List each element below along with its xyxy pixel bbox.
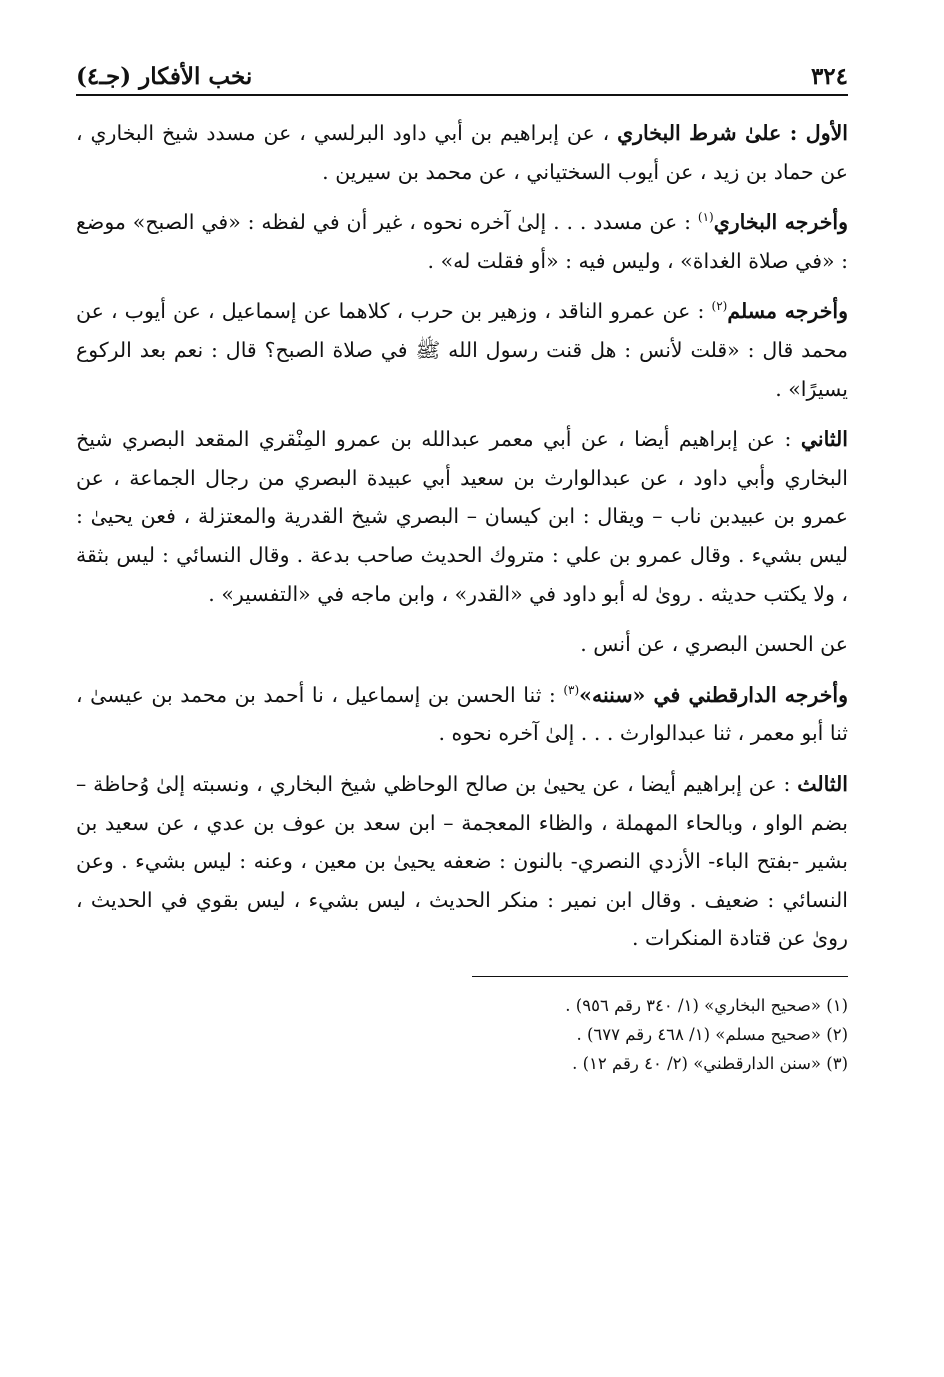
page-header: [76, 50, 848, 92]
footnote-2: (٢) «صحيح مسلم» (١/ ٤٦٨ رقم ٦٧٧) .: [576, 1024, 848, 1044]
footnote-separator: [472, 976, 848, 977]
paragraph-lead: الأول : علىٰ شرط البخاري: [617, 121, 848, 145]
footnote-marker: (١): [697, 210, 714, 225]
paragraph-first-chain: [76, 114, 848, 191]
paragraph-text: عن الحسن البصري ، عن أنس .: [580, 632, 848, 657]
paragraph-lead: الثاني: [800, 427, 848, 452]
book-page: [76, 50, 848, 1078]
paragraph-muslim: [76, 292, 848, 408]
page-body: [76, 114, 848, 958]
footnote-marker: (٣): [563, 682, 580, 697]
paragraph-text: ، عن إبراهيم بن أبي داود البرلسي ، عن مسدد شيخ البخاري ، عن حماد بن زيد ، عن أيوب السختياني ، عن محمد بن سيرين .: [76, 121, 848, 184]
footnote-1: (١) «صحيح البخاري» (١/ ٣٤٠ رقم ٩٥٦) .: [565, 995, 848, 1015]
footnotes: [76, 991, 848, 1078]
page-number: ٣٢٤: [810, 63, 848, 90]
paragraph-text: : عن عمرو الناقد ، وزهير بن حرب ، كلاهما عن إسماعيل ، عن أيوب ، عن محمد قال : «قلت لأنس : هل قنت رسول الله ﷺ في صلاة الصبح؟ قال : نعم بعد الركوع يسيرًا» .: [76, 299, 848, 401]
header-rule: [76, 94, 848, 96]
paragraph-hasan-anas: [76, 625, 848, 664]
footnote-marker: (٢): [711, 299, 728, 314]
paragraph-bukhari: [76, 203, 848, 280]
paragraph-text: : عن إبراهيم أيضا ، عن يحيىٰ بن صالح الوحاظي شيخ البخاري ، ونسبته إلىٰ وُحاظة – بضم الواو ، وبالحاء المهملة ، والظاء المعجمة – ابن سعد بن عوف بن عدي ، عن سعيد بن بشير -بفتح الباء- الأزدي النصري- بالنون : ضعفه يحيىٰ بن معين ، وعنه : ليس بشيء . وعن النسائي : ضعيف . وقال ابن نمير : منكر الحديث ، ليس بشيء ، ليس بقوي في الحديث ، روىٰ عن قتادة المنكرات .: [76, 771, 848, 951]
paragraph-lead: وأخرجه مسلم: [727, 299, 849, 324]
paragraph-text: : عن مسدد . . . إلىٰ آخره نحوه ، غير أن في لفظه : «في الصبح» موضع : «في صلاة الغداة» ، وليس فيه : «أو فقلت له» .: [76, 210, 848, 273]
paragraph-second-chain: [76, 420, 848, 613]
paragraph-lead: وأخرجه البخاري: [713, 210, 849, 235]
footnote-3: (٣) «سنن الدارقطني» (٢/ ٤٠ رقم ١٢) .: [572, 1053, 848, 1073]
paragraph-text: : عن إبراهيم أيضا ، عن أبي معمر عبدالله بن عمرو المِنْقري المقعد البصري شيخ البخاري وأبي داود ، عن عبدالوارث بن سعيد أبي عبيدة البصري من رجال الجماعة ، عن عمرو بن عبيدبن ناب – ويقال : ابن كيسان – البصري شيخ القدرية والمعتزلة ، فعن يحيىٰ : ليس بشيء . وقال عمرو بن علي : متروك الحديث صاحب بدعة . وقال النسائي : ليس بثقة ، ولا يكتب حديثه . روىٰ له أبو داود في «القدر» ، وابن ماجه في «التفسير» .: [76, 427, 848, 606]
paragraph-lead: الثالث: [797, 771, 848, 796]
book-title: نخب الأفكار (جـ٤): [76, 63, 253, 90]
paragraph-third-chain: [76, 765, 848, 958]
paragraph-lead: وأخرجه الدارقطني في «سننه»: [579, 682, 849, 707]
paragraph-text: : ثنا الحسن بن إسماعيل ، نا أحمد بن محمد بن عيسىٰ ، ثنا أبو معمر ، ثنا عبدالوارث . . . إلىٰ آخره نحوه .: [76, 682, 848, 746]
paragraph-daraqutni: [76, 676, 848, 753]
